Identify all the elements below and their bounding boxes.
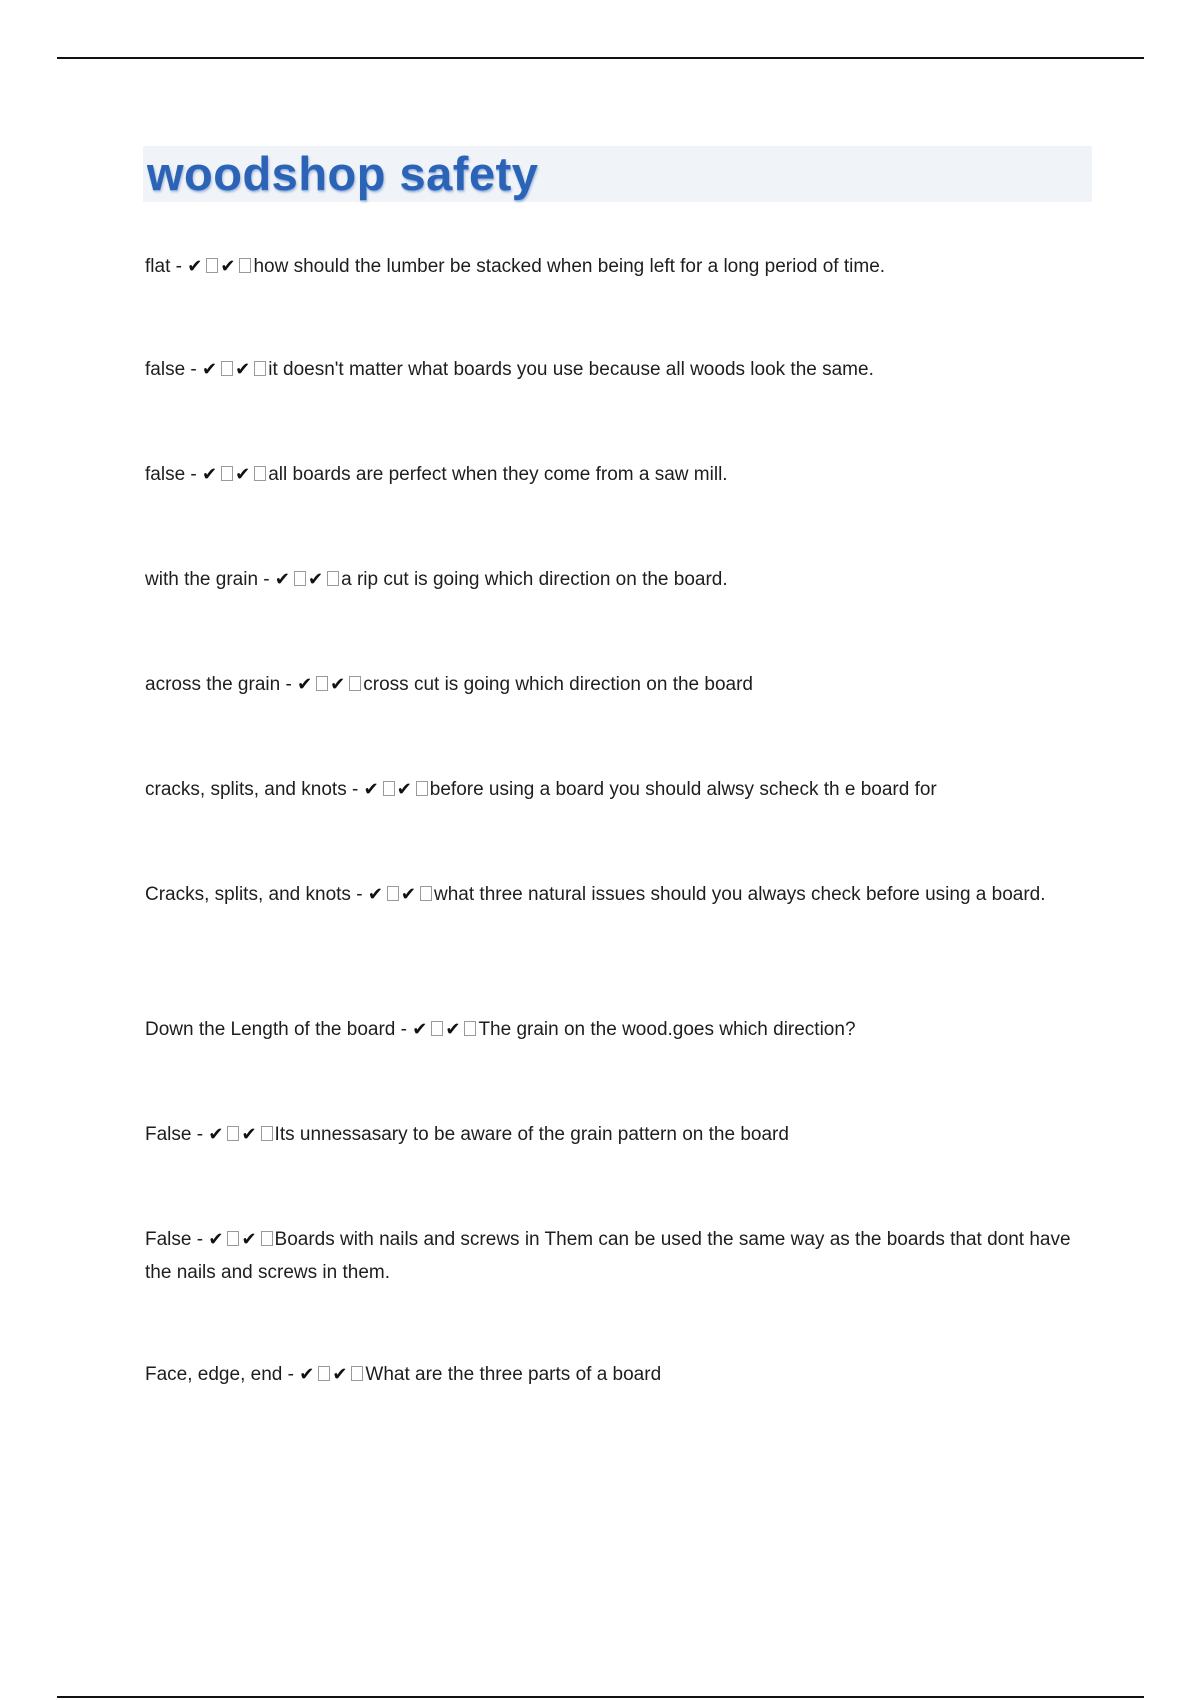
empty-box-icon <box>254 361 266 376</box>
entry-definition: how should the lumber be stacked when being left for a long period of time. <box>253 256 886 277</box>
check-icon: ✔ <box>241 1124 257 1144</box>
entry-term: flat <box>145 256 171 277</box>
list-item <box>145 773 1085 806</box>
entry-definition: all boards are perfect when they come from a saw mill. <box>268 464 728 485</box>
empty-box-icon <box>294 571 306 586</box>
list-item <box>145 1013 1085 1046</box>
empty-box-icon <box>416 781 428 796</box>
check-icon: ✔ <box>299 1364 315 1384</box>
check-icon: ✔ <box>220 256 236 276</box>
empty-box-icon <box>206 258 218 273</box>
check-icon: ✔ <box>400 884 416 904</box>
entry-term: false <box>145 464 186 485</box>
check-icon: ✔ <box>445 1019 461 1039</box>
empty-box-icon <box>349 676 361 691</box>
check-icon: ✔ <box>208 1229 224 1249</box>
empty-box-icon <box>316 676 328 691</box>
check-icon: ✔ <box>297 674 313 694</box>
check-icon: ✔ <box>241 1229 257 1249</box>
check-icon: ✔ <box>202 464 218 484</box>
list-item <box>145 563 1085 596</box>
entry-separator: - <box>185 359 203 380</box>
entry-definition: it doesn't matter what boards you use because all woods look the same. <box>268 359 874 380</box>
list-item <box>145 668 1085 701</box>
header-rule <box>57 57 1144 59</box>
empty-box-icon <box>221 361 233 376</box>
check-icon: ✔ <box>202 359 218 379</box>
empty-box-icon <box>383 781 395 796</box>
entry-separator: - <box>282 1364 300 1385</box>
entry-term: False <box>145 1124 192 1145</box>
check-icon: ✔ <box>367 884 383 904</box>
empty-box-icon <box>254 466 266 481</box>
empty-box-icon <box>420 886 432 901</box>
page-title: woodshop safety <box>147 147 539 200</box>
entry-term: False <box>145 1229 192 1250</box>
check-icon: ✔ <box>187 256 203 276</box>
entry-separator: - <box>350 884 368 905</box>
empty-box-icon <box>327 571 339 586</box>
entry-definition: Boards with nails and screws in Them can be used the same way as the boards that dont have the nails and screws in them. <box>145 1229 1071 1283</box>
entry-definition: What are the three parts of a board <box>365 1364 662 1385</box>
empty-box-icon <box>227 1231 239 1246</box>
entry-separator: - <box>395 1019 413 1040</box>
list-item <box>145 878 1085 911</box>
footer-rule <box>57 1696 1144 1698</box>
entry-separator: - <box>185 464 203 485</box>
empty-box-icon <box>431 1021 443 1036</box>
list-item <box>145 1118 1085 1151</box>
entry-separator: - <box>191 1229 209 1250</box>
entry-definition: cross cut is going which direction on the board <box>363 674 753 695</box>
check-icon: ✔ <box>412 1019 428 1039</box>
empty-box-icon <box>261 1126 273 1141</box>
empty-box-icon <box>261 1231 273 1246</box>
entry-definition: Its unnessasary to be aware of the grain pattern on the board <box>274 1124 789 1145</box>
empty-box-icon <box>464 1021 476 1036</box>
entry-term: Cracks, splits, and knots <box>145 884 351 905</box>
entry-term: Face, edge, end <box>145 1364 283 1385</box>
entry-definition: The grain on the wood.goes which direction? <box>478 1019 856 1040</box>
check-icon: ✔ <box>208 1124 224 1144</box>
list-item <box>145 353 1085 386</box>
check-icon: ✔ <box>363 779 379 799</box>
entry-term: across the grain <box>145 674 281 695</box>
list-item <box>145 1358 1085 1391</box>
empty-box-icon <box>239 258 251 273</box>
check-icon: ✔ <box>396 779 412 799</box>
empty-box-icon <box>351 1366 363 1381</box>
entry-term: false <box>145 359 186 380</box>
entry-definition: what three natural issues should you always check before using a board. <box>434 884 1046 905</box>
entry-definition: before using a board you should alwsy scheck th e board for <box>429 779 937 800</box>
entry-separator: - <box>191 1124 209 1145</box>
empty-box-icon <box>221 466 233 481</box>
list-item <box>145 458 1085 491</box>
list-item <box>145 1223 1085 1289</box>
entry-separator: - <box>258 569 275 590</box>
entry-separator: - <box>280 674 298 695</box>
entry-term: cracks, splits, and knots <box>145 779 347 800</box>
entry-term: with the grain <box>145 569 259 590</box>
empty-box-icon <box>387 886 399 901</box>
title-banner <box>143 146 1092 202</box>
check-icon: ✔ <box>308 569 324 589</box>
check-icon: ✔ <box>235 464 251 484</box>
entry-term: Down the Length of the board <box>145 1019 396 1040</box>
check-icon: ✔ <box>330 674 346 694</box>
entry-separator: - <box>346 779 364 800</box>
entry-separator: - <box>170 256 188 277</box>
list-item <box>145 250 1085 283</box>
entry-definition: a rip cut is going which direction on the board. <box>341 569 728 590</box>
check-icon: ✔ <box>332 1364 348 1384</box>
check-icon: ✔ <box>235 359 251 379</box>
check-icon: ✔ <box>274 569 290 589</box>
empty-box-icon <box>227 1126 239 1141</box>
empty-box-icon <box>318 1366 330 1381</box>
